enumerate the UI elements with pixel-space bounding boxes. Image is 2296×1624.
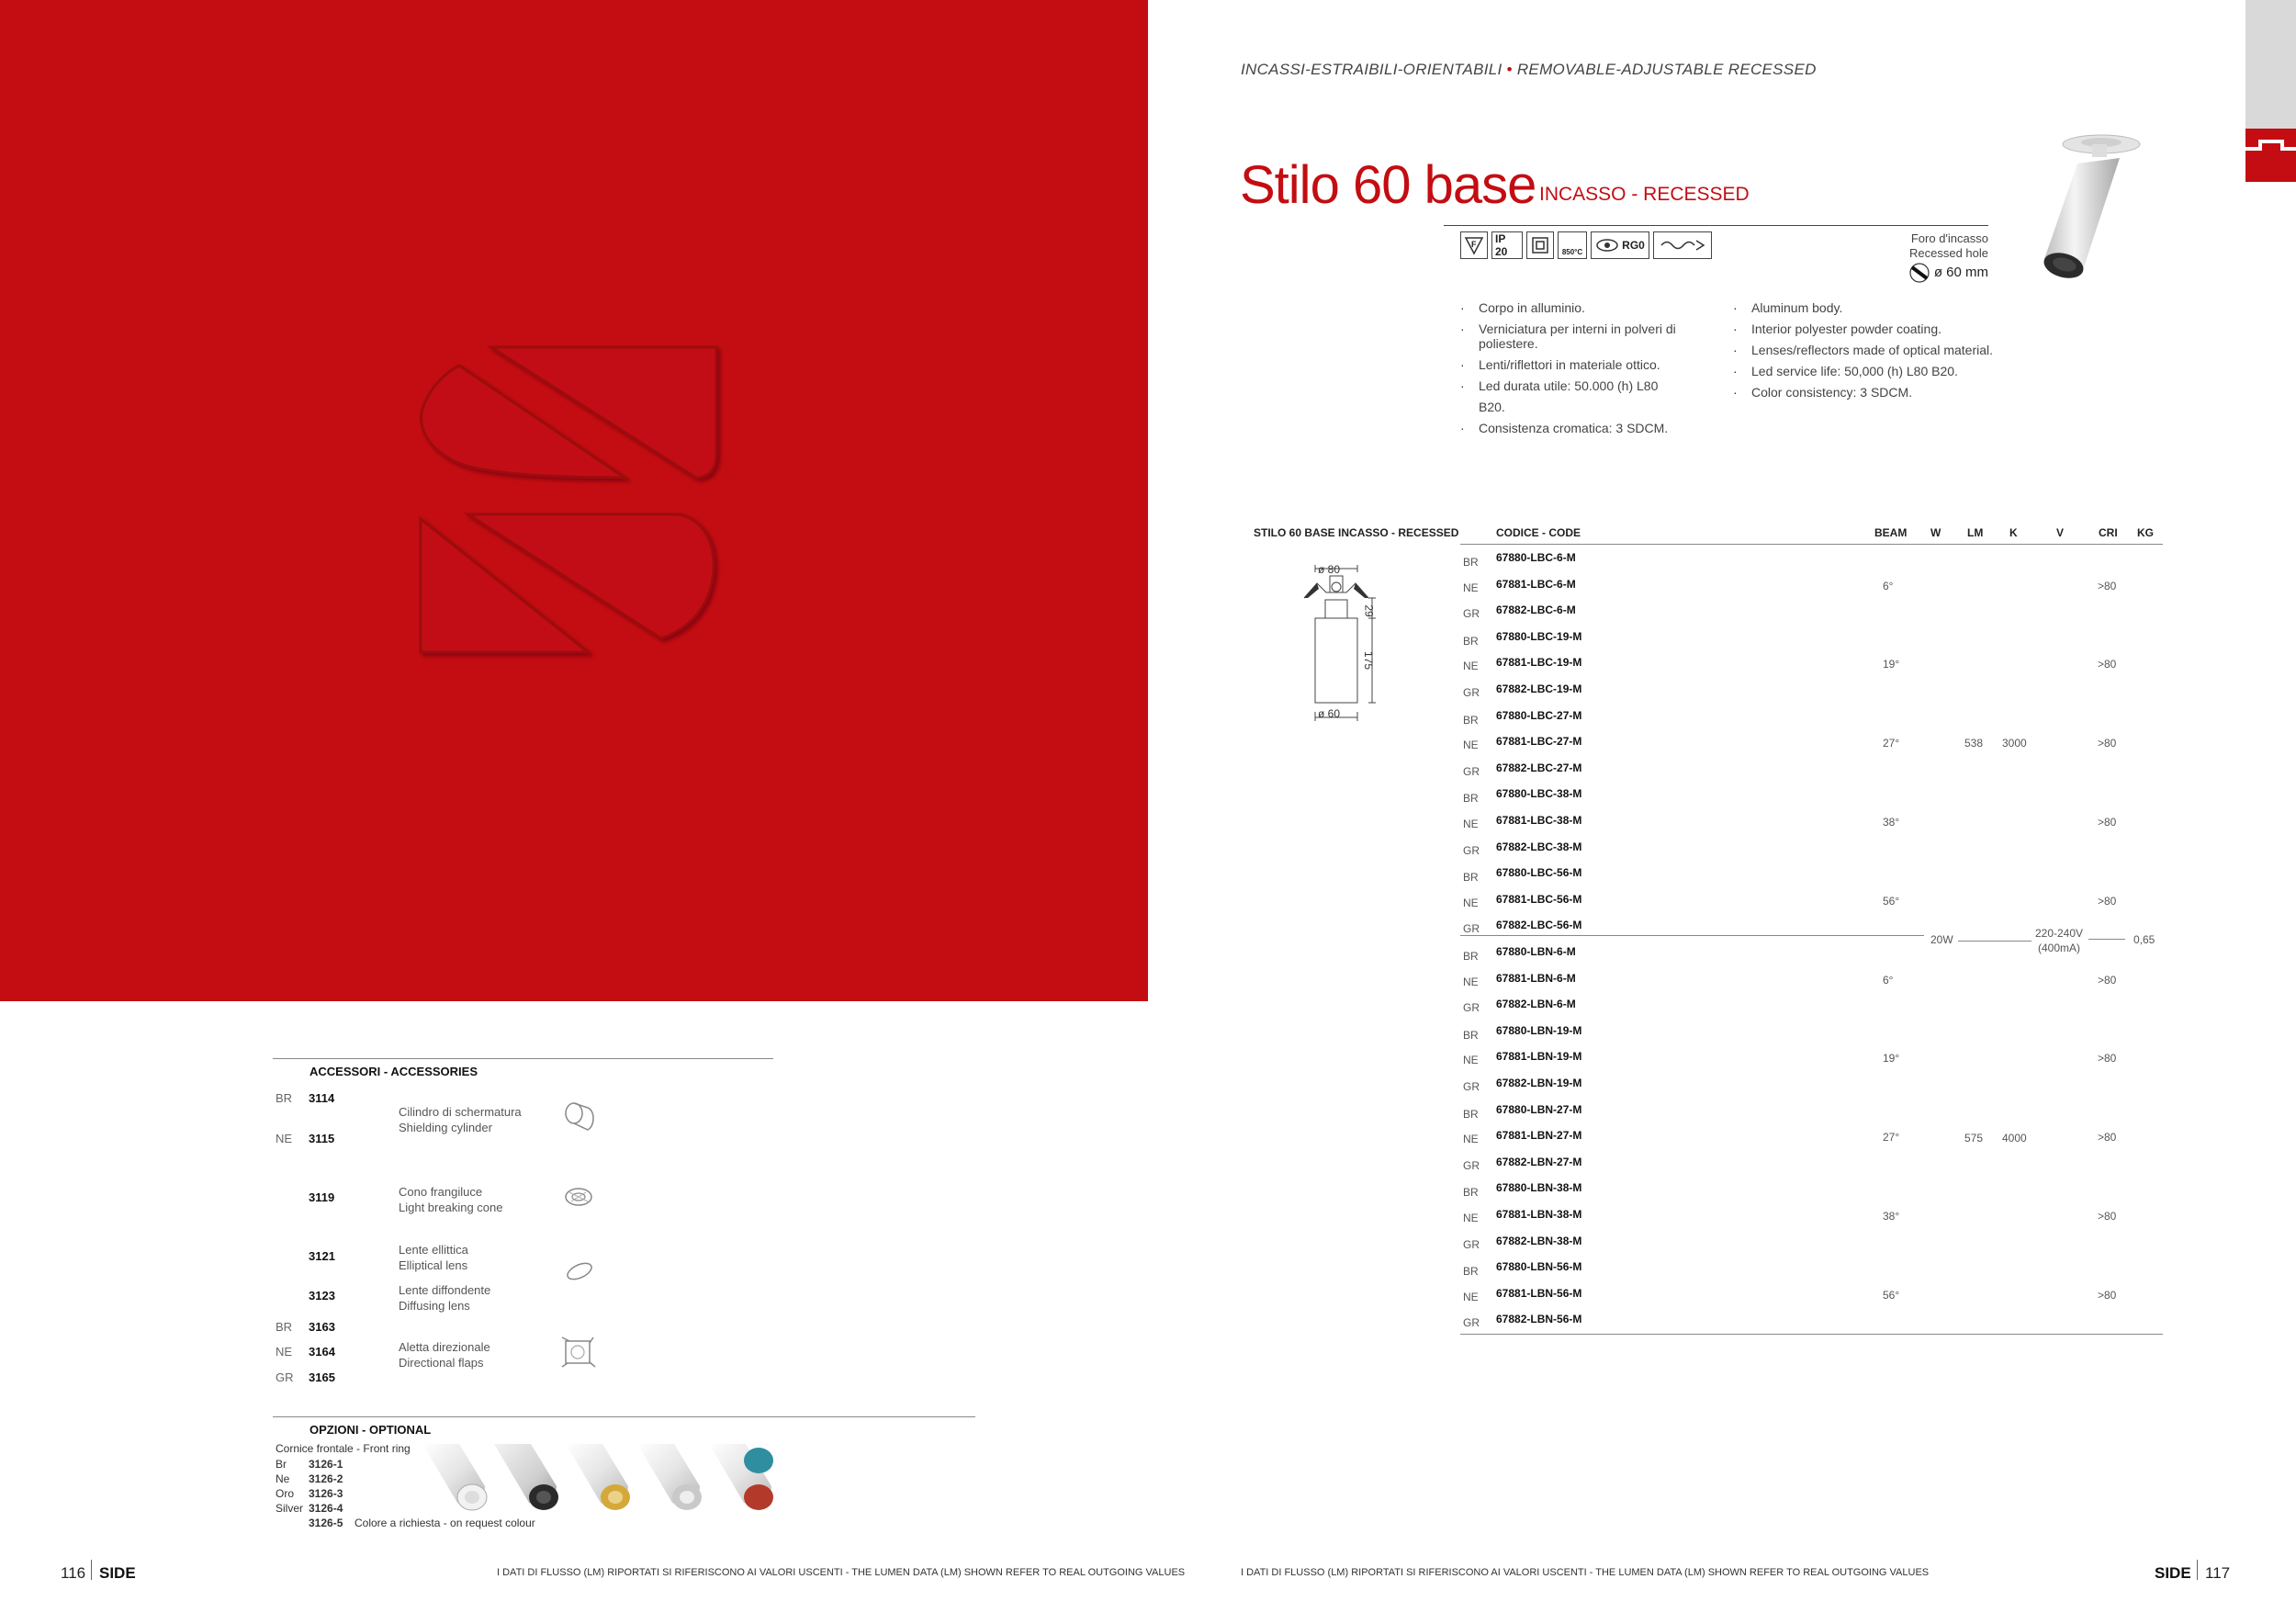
row-finish: GR [1463, 843, 1480, 857]
accessory-row [276, 1091, 334, 1105]
row-finish: BR [1463, 950, 1479, 963]
feature-item: · Verniciatura per interni in polveri di poliestere. [1460, 319, 1685, 355]
category-separator: • [1506, 61, 1513, 78]
side-tab-grey [2245, 0, 2296, 129]
accessory-desc-shielding [399, 1104, 522, 1135]
table-row-code: 67881-LBC-38-M [1496, 814, 1582, 827]
col-head-k: K [2009, 526, 2018, 539]
title-rule [1444, 225, 1988, 226]
footer-separator [2197, 1560, 2198, 1580]
table-row-code: 67880-LBN-19-M [1496, 1023, 1582, 1037]
accessory-code: 3119 [309, 1190, 335, 1204]
ring-label: Silver [276, 1502, 304, 1515]
ring-label: Ne [276, 1472, 290, 1485]
row-finish: NE [1463, 581, 1479, 594]
row-finish: NE [1463, 896, 1479, 909]
desc-it: Aletta direzionale [399, 1340, 490, 1354]
feature-item: · Led service life: 50,000 (h) L80 B20. [1733, 361, 2009, 382]
category-it: INCASSI-ESTRAIBILI-ORIENTABILI [1241, 61, 1503, 78]
row-finish: GR [1463, 686, 1480, 699]
row-finish: BR [1463, 713, 1479, 727]
table-mid-rule-3 [2088, 939, 2125, 940]
cell-k-4000: 4000 [2002, 1132, 2027, 1145]
side-tab-red [2245, 129, 2296, 182]
accessory-prefix: NE [276, 1132, 293, 1145]
ring-thumb-white [422, 1444, 487, 1510]
row-finish: NE [1463, 739, 1479, 752]
cell-cri: >80 [2098, 816, 2117, 829]
desc-en: Directional flaps [399, 1356, 484, 1370]
table-row-code: 67881-LBC-6-M [1496, 577, 1576, 591]
cell-beam: 19° [1883, 1052, 1900, 1066]
cell-beam: 56° [1883, 894, 1900, 908]
row-finish: BR [1463, 556, 1479, 569]
page-number-right: 117 [2205, 1564, 2231, 1582]
certification-icons [1460, 231, 1712, 259]
product-subtitle: INCASSO - RECESSED [1539, 184, 1750, 205]
feature-item: · Corpo in alluminio. [1460, 298, 1685, 319]
table-row-code: 67882-LBN-6-M [1496, 998, 1576, 1011]
ring-thumb-gold [566, 1444, 630, 1510]
optional-section [273, 1416, 975, 1437]
desc-en: Diffusing lens [399, 1299, 470, 1313]
row-finish: BR [1463, 1186, 1479, 1200]
col-head-cri: CRI [2099, 526, 2118, 539]
accessory-code: 3115 [309, 1132, 335, 1145]
cell-cri: >80 [2098, 579, 2117, 592]
row-finish: GR [1463, 607, 1480, 621]
lens-icon [564, 1258, 595, 1284]
f-mark-icon [1460, 231, 1488, 259]
cell-lm-3000: 538 [1964, 737, 1984, 750]
row-finish: GR [1463, 1237, 1480, 1251]
ring-thumb-custom [709, 1444, 773, 1510]
cell-lm-4000: 575 [1964, 1132, 1984, 1145]
table-row-code: 67881-LBN-27-M [1496, 1129, 1582, 1143]
ring-label [276, 1516, 309, 1530]
col-head-lm: LM [1967, 526, 1984, 539]
row-finish: GR [1463, 1316, 1480, 1330]
row-finish: BR [1463, 871, 1479, 885]
row-finish: NE [1463, 1133, 1479, 1146]
glow-wire-icon: 850°C [1558, 231, 1587, 259]
brand-left: SIDE [99, 1564, 136, 1582]
ring-thumb-silver [637, 1444, 702, 1510]
accessory-row [276, 1249, 335, 1263]
ring-code: 3126-1 [309, 1458, 343, 1471]
photobiological-icon [1591, 231, 1649, 259]
desc-it: Lente diffondente [399, 1283, 491, 1297]
cell-cri: >80 [2098, 973, 2117, 987]
footer-separator [91, 1560, 92, 1580]
accessory-prefix: NE [276, 1345, 293, 1359]
accessory-row [276, 1320, 335, 1334]
accessory-desc-flaps [399, 1339, 490, 1370]
brand-right: SIDE [2155, 1564, 2191, 1582]
accessory-row [276, 1132, 334, 1145]
table-row-code: 67881-LBN-19-M [1496, 1050, 1582, 1064]
brand-emboss-logo [404, 340, 735, 661]
rg0-label: RG0 [1622, 239, 1645, 252]
accessory-desc-diffusing [399, 1282, 490, 1314]
flaps-icon [557, 1332, 601, 1372]
cylinder-icon [560, 1100, 601, 1139]
desc-it: Lente ellittica [399, 1243, 468, 1257]
optional-title: OPZIONI - OPTIONAL [273, 1416, 975, 1437]
row-finish: GR [1463, 1080, 1480, 1093]
accessory-desc-elliptical [399, 1242, 468, 1273]
table-row-code: 67882-LBC-6-M [1496, 603, 1576, 617]
recessed-hole-info [1874, 231, 1988, 283]
cell-k-3000: 3000 [2002, 737, 2027, 750]
ring-code: 3126-2 [309, 1472, 343, 1485]
voltage: 220-240V [2034, 927, 2084, 940]
hole-value-row [1874, 263, 1988, 283]
category-title [1241, 61, 1817, 79]
accessory-code: 3123 [309, 1289, 335, 1303]
page-number-left: 116 [61, 1564, 86, 1582]
table-row-code: 67882-LBN-19-M [1496, 1077, 1582, 1089]
cone-icon [562, 1183, 595, 1211]
cell-beam: 38° [1883, 1210, 1900, 1223]
row-finish: NE [1463, 660, 1479, 673]
accessories-title: ACCESSORI - ACCESSORIES [273, 1058, 773, 1078]
table-row-code: 67882-LBC-27-M [1496, 761, 1582, 774]
product-photo [2011, 103, 2158, 287]
accessory-code: 3121 [309, 1249, 335, 1263]
cell-watt: 20W [1927, 933, 1957, 946]
col-head-kg: KG [2137, 526, 2154, 539]
table-top-rule [1460, 544, 2163, 545]
accessory-row [276, 1345, 335, 1359]
table-row-code: 67880-LBC-38-M [1496, 787, 1582, 801]
accessory-prefix: GR [276, 1370, 294, 1384]
row-finish: BR [1463, 1107, 1479, 1121]
row-finish: BR [1463, 1265, 1479, 1279]
lumen-note-left: I DATI DI FLUSSO (LM) RIPORTATI SI RIFERISCONO AI VALORI USCENTI - THE LUMEN DATA (LM) SHOWN REFER TO REAL OUTGOING VALUES [497, 1567, 1186, 1578]
row-finish: BR [1463, 634, 1479, 648]
cell-cri: >80 [2098, 658, 2117, 671]
cell-cri: >80 [2098, 1052, 2117, 1066]
col-head-w: W [1930, 526, 1941, 539]
cell-beam: 38° [1883, 816, 1900, 829]
table-row-code: 67880-LBC-6-M [1496, 551, 1576, 564]
ring-code: 3126-3 [309, 1487, 343, 1500]
cell-kg: 0,65 [2133, 933, 2155, 946]
accessory-code: 3165 [309, 1370, 335, 1384]
col-head-v: V [2056, 526, 2065, 539]
ip-rating-icon: IP 20 [1491, 231, 1523, 259]
feature-item: · Aluminum body. [1733, 298, 2009, 319]
table-mid-rule-2 [1958, 941, 2032, 942]
row-finish: BR [1463, 792, 1479, 806]
table-row-code: 67880-LBC-56-M [1496, 866, 1582, 880]
table-bottom-rule [1460, 1334, 2163, 1335]
accessory-code: 3114 [309, 1091, 335, 1105]
table-row-code: 67882-LBC-19-M [1496, 682, 1582, 695]
hole-label-it: Foro d'incasso [1910, 231, 1988, 245]
accessory-row [276, 1289, 335, 1303]
desc-en: Elliptical lens [399, 1258, 468, 1272]
accessory-desc-cone [399, 1184, 502, 1215]
row-finish: GR [1463, 1158, 1480, 1172]
ring-thumb-black [494, 1444, 558, 1510]
feature-item: · Consistenza cromatica: 3 SDCM. [1460, 418, 1685, 439]
cell-beam: 6° [1883, 973, 1894, 987]
accessories-section [273, 1058, 773, 1078]
table-row-code: 67882-LBC-38-M [1496, 840, 1582, 853]
svg-text:F: F [1471, 240, 1477, 249]
accessory-code: 3164 [309, 1345, 335, 1359]
red-cover-panel [0, 0, 1148, 1001]
row-finish: NE [1463, 1054, 1479, 1067]
row-finish: NE [1463, 975, 1479, 988]
row-finish: GR [1463, 922, 1480, 936]
ring-label: Oro [276, 1487, 295, 1500]
ring-note: Colore a richiesta - on request colour [355, 1517, 535, 1529]
table-row-code: 67881-LBN-6-M [1496, 971, 1576, 985]
table-row-code: 67880-LBN-6-M [1496, 945, 1576, 958]
current: (400mA) [2037, 942, 2080, 954]
dim-height-top: 29 [1362, 604, 1376, 617]
table-row-code: 67882-LBN-56-M [1496, 1313, 1582, 1326]
cell-beam: 27° [1883, 1131, 1900, 1145]
cell-cri: >80 [2098, 894, 2117, 908]
feature-item: · Color consistency: 3 SDCM. [1733, 382, 2009, 403]
table-row-code: 67880-LBN-38-M [1496, 1181, 1582, 1195]
table-row-code: 67882-LBN-27-M [1496, 1155, 1582, 1168]
table-row-code: 67881-LBC-56-M [1496, 892, 1582, 906]
cell-beam: 27° [1883, 737, 1900, 750]
desc-en: Shielding cylinder [399, 1121, 492, 1134]
technical-drawing [1295, 556, 1396, 726]
row-finish: NE [1463, 818, 1479, 830]
feature-item: · Lenti/riflettori in materiale ottico. [1460, 355, 1685, 376]
row-finish: NE [1463, 1290, 1479, 1303]
accessory-row [276, 1370, 335, 1384]
cell-cri: >80 [2098, 1131, 2117, 1145]
table-row-code: 67880-LBC-27-M [1496, 708, 1582, 722]
accessory-code: 3163 [309, 1320, 335, 1334]
table-row-code: 67880-LBN-56-M [1496, 1260, 1582, 1274]
table-row-code: 67881-LBN-56-M [1496, 1286, 1582, 1300]
product-title: Stilo 60 base [1240, 155, 1536, 215]
col-head-code: CODICE - CODE [1496, 526, 1581, 539]
cell-cri: >80 [2098, 737, 2117, 750]
lumen-note-right: I DATI DI FLUSSO (LM) RIPORTATI SI RIFERISCONO AI VALORI USCENTI - THE LUMEN DATA (LM) SHOWN REFER TO REAL OUTGOING VALUES [1241, 1567, 1930, 1578]
table-row-code: 67881-LBC-19-M [1496, 656, 1582, 670]
features-english [1733, 298, 2009, 403]
cell-beam: 56° [1883, 1288, 1900, 1302]
table-row-code: 67880-LBN-27-M [1496, 1102, 1582, 1116]
hole-diameter: ø 60 mm [1933, 265, 1988, 280]
desc-it: Cilindro di schermatura [399, 1105, 522, 1119]
row-finish: NE [1463, 1212, 1479, 1224]
flicker-free-icon [1653, 231, 1712, 259]
feature-item: · Led durata utile: 50.000 (h) L80 B20. [1460, 376, 1685, 418]
tab-profile-icon [2245, 129, 2296, 182]
hole-icon [1908, 263, 1930, 283]
hole-label-en: Recessed hole [1909, 246, 1988, 260]
cell-cri: >80 [2098, 1210, 2117, 1223]
cell-beam: 19° [1883, 658, 1900, 671]
ring-code: 3126-4 [309, 1502, 343, 1515]
row-finish: BR [1463, 1028, 1479, 1042]
front-ring-caption: Cornice frontale - Front ring [276, 1442, 411, 1455]
front-ring-thumbnails [421, 1442, 788, 1525]
cell-voltage [2032, 926, 2087, 955]
dim-height: 175 [1362, 650, 1376, 671]
row-finish: GR [1463, 1001, 1480, 1015]
features-italian [1460, 298, 1685, 439]
ring-label: Br [276, 1458, 287, 1471]
table-row-code: 67880-LBC-19-M [1496, 629, 1582, 643]
category-en: REMOVABLE-ADJUSTABLE RECESSED [1516, 61, 1817, 78]
accessory-row [276, 1190, 334, 1204]
table-mid-rule [1460, 935, 1924, 936]
ring-code: 3126-5 [309, 1517, 343, 1529]
cell-beam: 6° [1883, 579, 1894, 592]
table-row-code: 67881-LBC-27-M [1496, 735, 1582, 749]
class-ii-icon [1526, 231, 1554, 259]
cell-cri: >80 [2098, 1288, 2117, 1302]
col-head-beam: BEAM [1874, 526, 1908, 539]
feature-item: · Interior polyester powder coating. [1733, 319, 2009, 340]
table-row-code: 67882-LBC-56-M [1496, 919, 1582, 932]
drawing-title: STILO 60 BASE INCASSO - RECESSED [1254, 526, 1459, 539]
accessory-prefix: BR [276, 1091, 293, 1105]
desc-it: Cono frangiluce [399, 1185, 483, 1199]
accessory-prefix: BR [276, 1320, 293, 1334]
desc-en: Light breaking cone [399, 1201, 503, 1214]
table-row-code: 67882-LBN-38-M [1496, 1234, 1582, 1247]
feature-item: · Lenses/reflectors made of optical material. [1733, 340, 2009, 361]
dim-top: ø 80 [1318, 563, 1341, 576]
dim-bottom: ø 60 [1318, 707, 1341, 720]
row-finish: GR [1463, 764, 1480, 778]
table-row-code: 67881-LBN-38-M [1496, 1208, 1582, 1221]
